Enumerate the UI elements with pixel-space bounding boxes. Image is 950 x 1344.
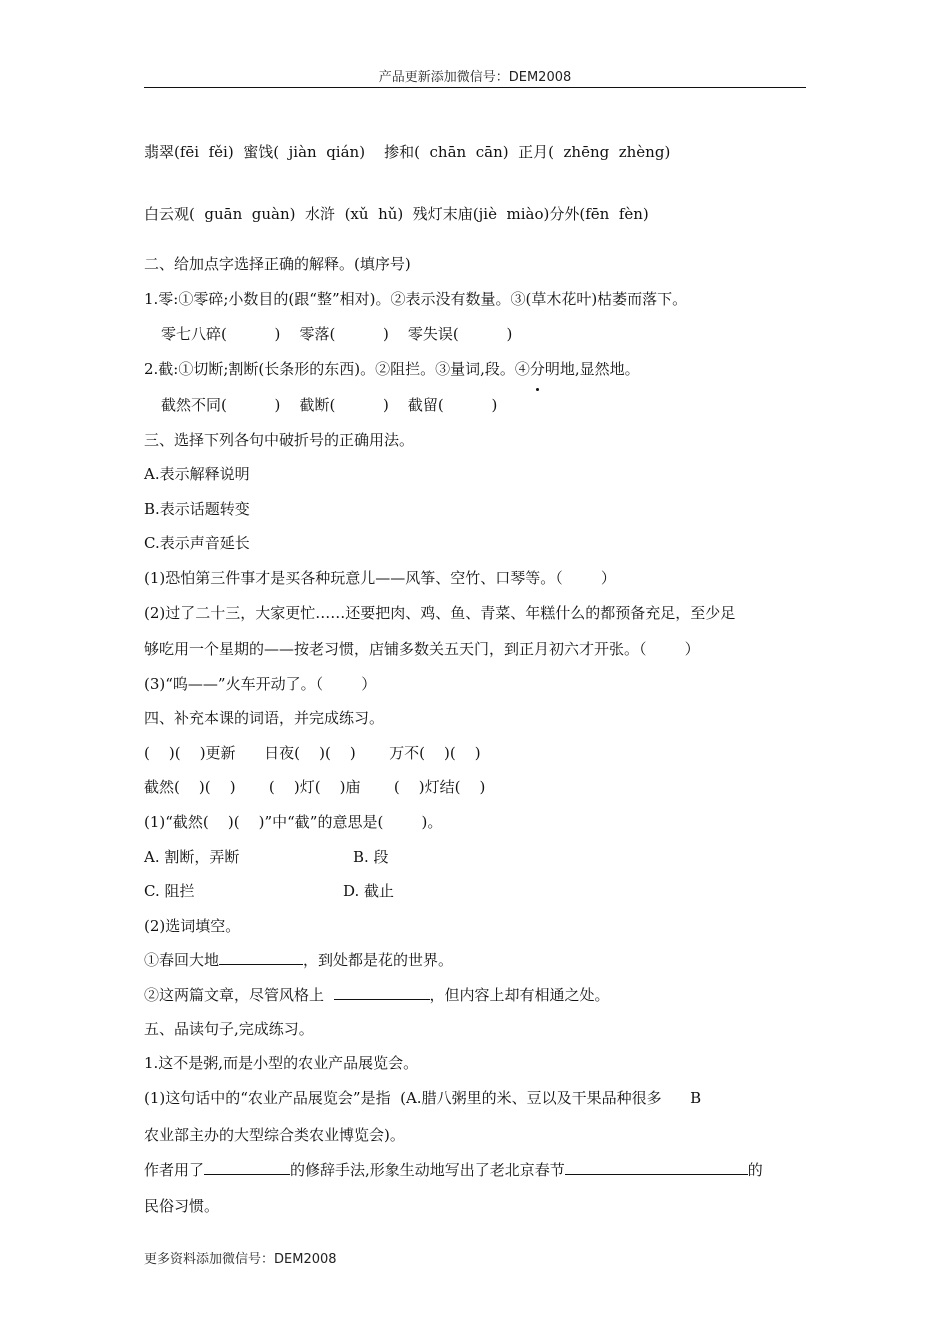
q2-part-c: 的 — [747, 1161, 763, 1179]
section2-q2-items: 截然不同( ) 截断( ) 截留( ) — [161, 396, 498, 414]
page-header: 产品更新添加微信号：DEM2008 — [378, 70, 572, 85]
section3-sentence-2b: 够吃用一个星期的——按老习惯，店铺多数关五天门，到正月初六才开张。（ ） — [144, 640, 700, 658]
fill-1-blank[interactable] — [219, 950, 303, 965]
section4-fill-2 — [144, 985, 610, 1005]
fill-2-prefix: ②这两篇文章，尽管风格上 — [144, 986, 334, 1004]
section3-title: 三、选择下列各句中破折号的正确用法。 — [144, 431, 415, 449]
section4-row-2: 截然( )( ) ( )灯( )庙 ( )灯结( ) — [144, 778, 486, 796]
fill-2-blank[interactable] — [334, 985, 430, 1000]
section3-option-b: B.表示话题转变 — [144, 500, 250, 518]
section5-sentence-1: 1.这不是粥,而是小型的农业产品展览会。 — [144, 1054, 419, 1072]
section4-fill-1 — [144, 950, 453, 970]
section4-q2: (2)选词填空。 — [144, 917, 241, 935]
fill-1-suffix: ，到处都是花的世界。 — [303, 951, 454, 969]
page-footer: 更多资料添加微信号：DEM2008 — [144, 1252, 337, 1267]
emphasis-dot — [536, 388, 539, 391]
fill-1-prefix: ①春回大地 — [144, 951, 220, 969]
section3-option-c: C.表示声音延长 — [144, 534, 250, 552]
q2-blank-2[interactable] — [565, 1160, 748, 1175]
fill-2-suffix: ，但内容上却有相通之处。 — [429, 986, 610, 1004]
q2-part-a: 作者用了 — [144, 1161, 205, 1179]
section4-option-b: B. 段 — [353, 848, 389, 866]
section4-title: 四、补充本课的词语，并完成练习。 — [144, 709, 385, 727]
q2-blank-1[interactable] — [204, 1160, 290, 1175]
section2-q1-items: 零七八碎( ) 零落( ) 零失误( ) — [161, 325, 513, 343]
section4-option-a: A. 割断，弄断 — [144, 848, 240, 866]
section3-sentence-2a: (2)过了二十三，大家更忙……还要把肉、鸡、鱼、青菜、年糕什么的都预备充足，至少足 — [144, 604, 736, 622]
section5-q1a: (1)这句话中的“农业产品展览会”是指 (A.腊八粥里的米、豆以及干果品种很多 B — [144, 1089, 702, 1107]
q2-part-b: 的修辞手法,形象生动地写出了老北京春节 — [290, 1161, 565, 1179]
header-rule — [144, 87, 806, 88]
section4-row-1: ( )( )更新 日夜( )( ) 万不( )( ) — [144, 744, 481, 762]
pinyin-line-1: 翡翠(fēi fěi) 蜜饯( jiàn qián) 掺和( chān cān) 正月( zhēng zhèng) — [144, 143, 671, 161]
section4-option-d: D. 截止 — [343, 882, 395, 900]
section5-title: 五、品读句子,完成练习。 — [144, 1020, 314, 1038]
section2-title: 二、给加点字选择正确的解释。(填序号) — [144, 255, 411, 273]
section3-option-a: A.表示解释说明 — [144, 465, 250, 483]
section3-sentence-3: (3)“呜——”火车开动了。（ ） — [144, 675, 377, 693]
section5-q2 — [144, 1160, 763, 1180]
section5-q1b: 农业部主办的大型综合类农业博览会)。 — [144, 1126, 405, 1144]
section4-option-c: C. 阻拦 — [144, 882, 195, 900]
section4-q1: (1)“截然( )( )”中“截”的意思是( )。 — [144, 813, 443, 831]
section3-sentence-1: (1)恐怕第三件事才是买各种玩意儿——风筝、空竹、口琴等。（ ） — [144, 569, 616, 587]
section2-q1: 1.零:①零碎;小数目的(跟“整”相对)。②表示没有数量。③(草木花叶)枯萎而落下。 — [144, 290, 688, 308]
section2-q2: 2.截:①切断;割断(长条形的东西)。②阻拦。③量词,段。④分明地,显然地。 — [144, 360, 640, 378]
pinyin-line-2: 白云观( guān guàn) 水浒 (xǔ hǔ) 残灯末庙(jiè miào)分外(fēn fèn) — [144, 205, 649, 223]
section5-q2-end: 民俗习惯。 — [144, 1197, 220, 1215]
